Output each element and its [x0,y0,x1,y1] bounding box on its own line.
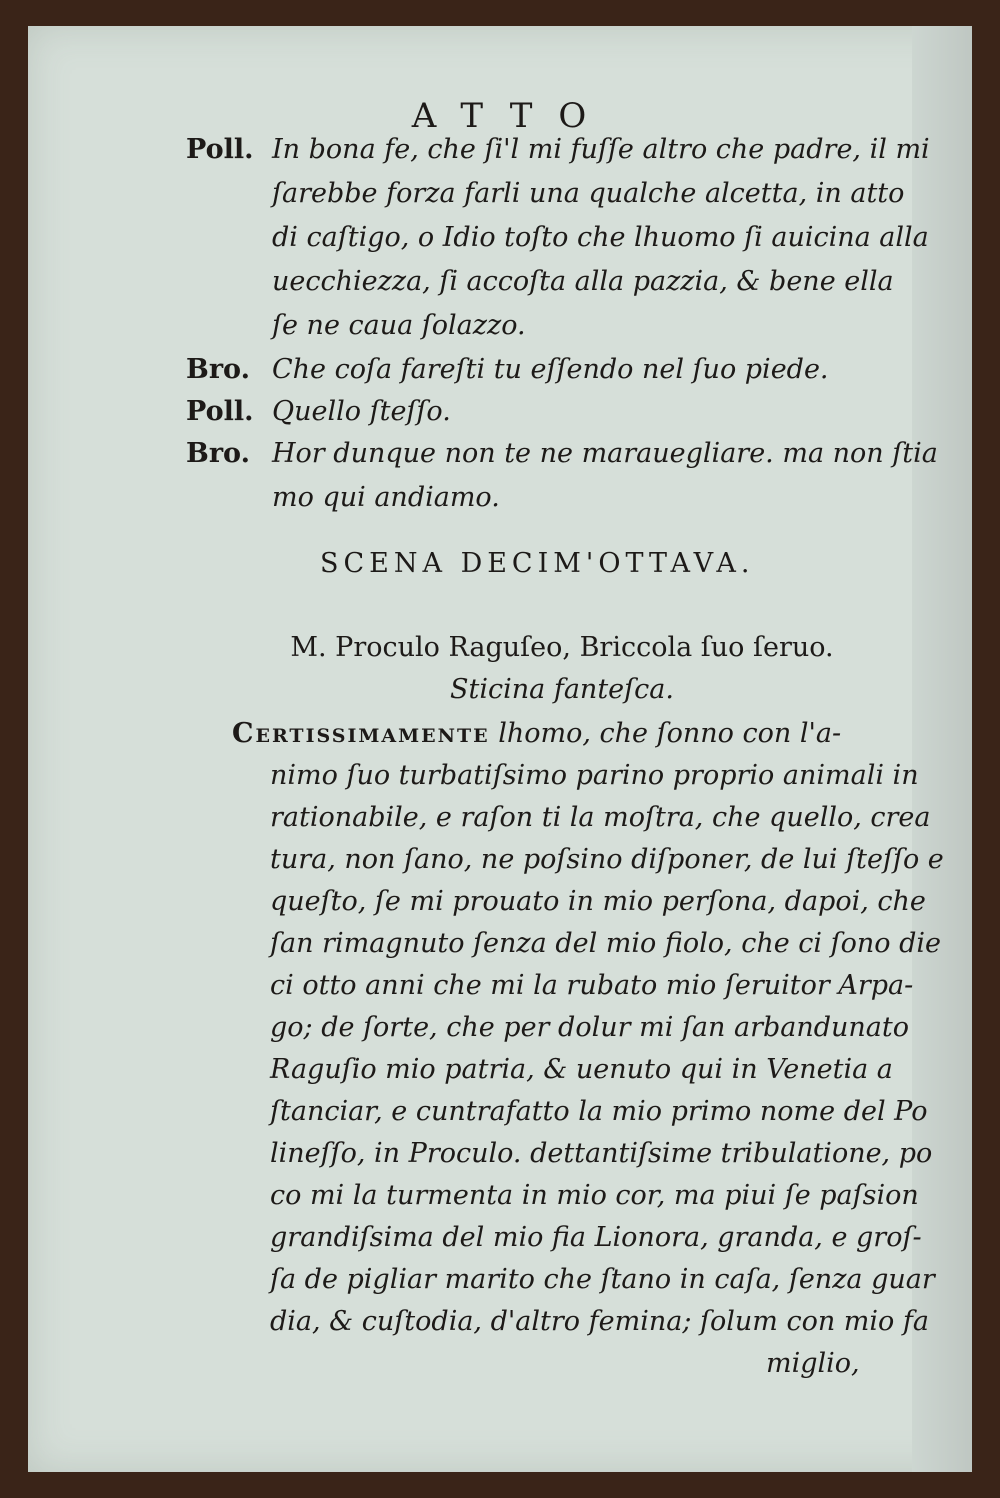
cast-list-line: M. Proculo Raguſeo, Briccola ſuo ſeruo. [290,632,834,663]
dialogue-line: ſe ne caua ſolazzo. [272,310,526,341]
monologue-line-rest: lhomo, che ſonno con l'a- [489,718,842,749]
opening-word: Certissimamente [232,718,490,749]
book-page [28,26,972,1472]
running-header: ATTO [411,96,613,136]
monologue-line: Raguſio mio patria, & uenuto qui in Venetia a [270,1054,893,1085]
monologue-line: nimo ſuo turbatiſsimo parino proprio animali in [270,760,919,791]
monologue-line: co mi la turmenta in mio cor, ma piui ſe paſsion [270,1180,919,1211]
monologue-line: ſan rimagnuto ſenza del mio fiolo, che ci ſono die [270,928,941,959]
speaker-label: Poll. [186,396,254,427]
dialogue-line: Hor dunque non te ne marauegliare. ma non ſtia [272,438,938,469]
monologue-first-line [232,718,841,749]
dialogue-line: mo qui andiamo. [272,482,500,513]
monologue-line: tura, non ſano, ne poſsino diſponer, de lui ſteſſo e [270,844,944,875]
scene-title: SCENA DECIM'OTTAVA. [320,548,755,579]
monologue-line: dia, & cuſtodia, d'altro femina; ſolum con mio fa [270,1306,929,1337]
dialogue-line: di caſtigo, o Idio toſto che lhuomo ſi auicina alla [272,222,929,253]
speaker-label: Bro. [186,438,250,469]
monologue-line: go; de ſorte, che per dolur mi ſan arbandunato [270,1012,910,1043]
speaker-label: Bro. [186,354,250,385]
monologue-line: ſa de pigliar marito che ſtano in caſa, ſenza guar [270,1264,935,1295]
monologue-line: ci otto anni che mi la rubato mio ſeruitor Arpa- [270,970,914,1001]
dialogue-line: ſarebbe forza farli una qualche alcetta, in atto [272,178,905,209]
catchword: miglio, [766,1348,860,1379]
dialogue-line: Quello ſteſſo. [272,396,451,427]
monologue-line: rationabile, e raſon ti la moſtra, che quello, crea [270,802,931,833]
monologue-line: grandiſsima del mio fia Lionora, granda, e groſ- [270,1222,922,1253]
cast-list-line: Sticina fanteſca. [450,674,674,705]
monologue-line: ſtanciar, e cuntrafatto la mio primo nome del Po [270,1096,928,1127]
monologue-line: queſto, ſe mi prouato in mio perſona, dapoi, che [270,886,926,917]
dialogue-line: uecchiezza, ſi accoſta alla pazzia, & bene ella [272,266,894,297]
dialogue-line: In bona fe, che ſi'l mi fuſſe altro che padre, il mi [272,134,930,165]
dialogue-line: Che coſa fareſti tu eſſendo nel ſuo piede. [272,354,829,385]
monologue-line: lineſſo, in Proculo. dettantiſsime tribulatione, po [270,1138,933,1169]
speaker-label: Poll. [186,134,254,165]
